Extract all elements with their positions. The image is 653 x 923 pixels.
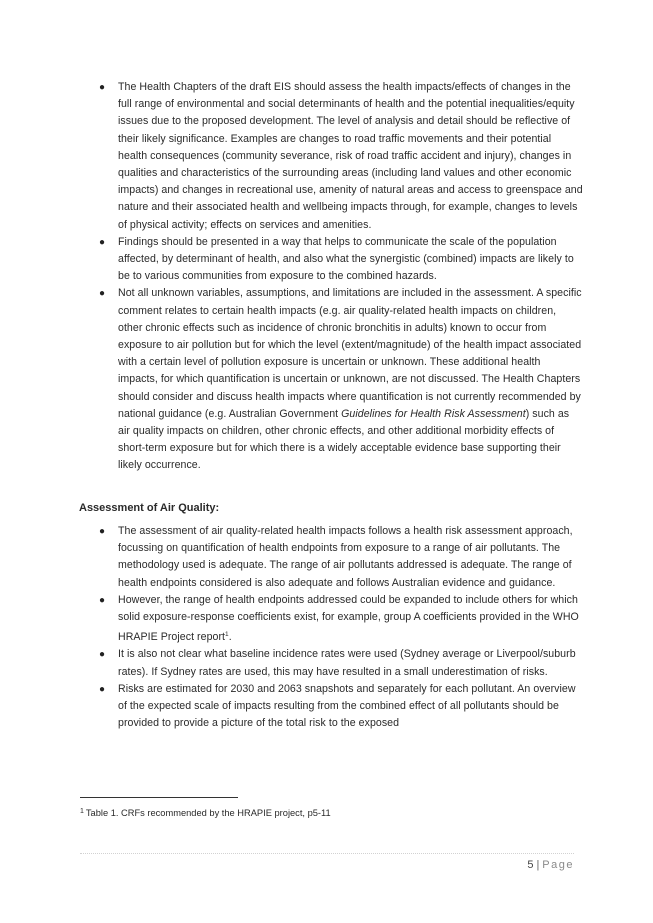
list-item — [0, 681, 653, 733]
bullet-text: However, the range of health endpoints addressed could be expanded to include others for which solid exposure-response coefficients exist, for example, group A coefficients provided in the WHO HRAPIE Project report — [118, 593, 579, 644]
air-quality-bullet-list — [0, 523, 653, 732]
bullet-text-before: Not all unknown variables, assumptions, and limitations are included in the assessment. A specific comment relates to certain health impacts (e.g. air quality-related health impacts on children, other chronic effects such as incidence of chronic bronchitis in adults) known to occur from exposure to air pollution but for which the level (extent/magnitude) of the health impact associated with a certain level of pollution exposure is uncertain or unknown. These additional health impacts, for which quantification is uncertain or unknown, are not discussed. The Health Chapters should consider and discuss health impacts where quantification is not currently recommended by national guidance (e.g. Australian Government — [118, 287, 582, 420]
footnote-text: Table 1. CRFs recommended by the HRAPIE project, p5-11 — [85, 808, 331, 818]
footer-separator: | — [536, 859, 540, 871]
bullet-text: Findings should be presented in a way that helps to communicate the scale of the population affected, by determinant of health, and also what the synergistic (combined) impacts are likely to be to various communities from exposure to the combined hazards. — [118, 235, 574, 283]
bullet-icon: ● — [99, 82, 106, 93]
list-item — [0, 285, 653, 474]
list-item — [0, 592, 653, 647]
bullet-icon: ● — [99, 526, 106, 537]
bullet-icon: ● — [99, 683, 106, 695]
bullet-icon: ● — [99, 288, 106, 300]
footnote-number: 1 — [80, 808, 84, 815]
bullet-text: The Health Chapters of the draft EIS should assess the health impacts/effects of changes in the full range of environmental and social determinants of health and the potential inequalities/equity issues due to the proposed development. The level of analysis and detail should be reflective of their likely significance. Examples are changes to road traffic movements and their potential health consequences (community severance, risk of road traffic accident and injury), changes in qualities and characteristics of the surrounding areas (including land values and other economic impacts) and changes in recreational use, amenity of natural areas and access to greenspace and nature and their associated health and wellbeing impacts through, for example, changes to levels of physical activity; effects on services and amenities. — [118, 81, 583, 231]
page-label: Page — [542, 859, 574, 871]
bullet-text: Risks are estimated for 2030 and 2063 snapshots and separately for each pollutant. An overview of the expected scale of impacts resulting from the combined effect of all pollutants should be provided to provide a picture of the total risk to the exposed — [118, 682, 576, 730]
bullet-text: The assessment of air quality-related health impacts follows a health risk assessment approach, focussing on quantification of health endpoints from exposure to a range of air pollutants. The methodology used is adequate. The range of air pollutants addressed is adequate. The range of health endpoints considered is also adequate and follows Australian evidence and guidance. — [118, 525, 573, 589]
footnote — [80, 805, 331, 820]
guidelines-title: Guidelines for Health Risk Assessment — [341, 407, 526, 420]
bullet-icon: ● — [99, 649, 106, 661]
footnote-separator — [80, 797, 238, 798]
list-item — [0, 523, 653, 592]
bullet-text-after: ) such as air quality impacts on children, other chronic effects, and other additional morbidity effects of short-term exposure but for which there is a widely acceptable evidence base supporting their likely occurrence. — [118, 407, 570, 472]
footer-divider — [80, 853, 574, 854]
air-quality-heading: Assessment of Air Quality: — [79, 502, 220, 514]
page-footer — [527, 858, 574, 872]
list-item — [0, 646, 653, 680]
page-number: 5 — [527, 859, 534, 871]
bullet-text: It is also not clear what baseline incidence rates were used (Sydney average or Liverpool/suburb rates). If Sydney rates are used, this may have resulted in a small underestimation of risks. — [118, 648, 576, 678]
list-item — [0, 234, 653, 286]
health-chapters-bullet-list — [0, 79, 653, 475]
list-item — [0, 79, 653, 234]
footnote-reference[interactable]: 1 — [225, 631, 229, 639]
bullet-icon: ● — [99, 594, 106, 606]
bullet-icon: ● — [99, 236, 106, 248]
bullet-text-end: . — [228, 631, 232, 644]
